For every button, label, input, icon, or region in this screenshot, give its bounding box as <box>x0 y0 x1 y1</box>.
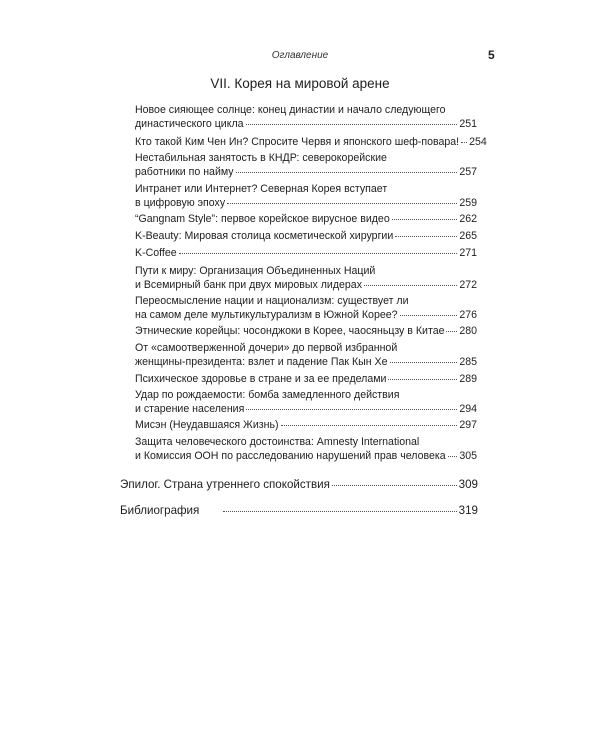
toc-entry[interactable] <box>135 135 487 149</box>
dot-leader <box>448 455 458 457</box>
toc-entry-text: Удар по рождаемости: бомба замедленного действия <box>135 389 400 401</box>
page-number: 5 <box>488 48 495 62</box>
toc-page-number: 272 <box>459 279 477 291</box>
toc-epilogue[interactable] <box>120 478 478 492</box>
dot-leader <box>388 378 457 380</box>
toc-entry[interactable] <box>135 103 477 131</box>
toc-entry[interactable] <box>135 388 477 416</box>
toc-entry-text: династического цикла <box>135 118 244 130</box>
toc-entry-text: женщины-президента: взлет и падение Пак Кын Хе <box>135 356 388 368</box>
toc-entry-text: Нестабильная занятость в КНДР: северокорейские <box>135 152 387 164</box>
toc-page-number: 276 <box>459 309 477 321</box>
toc-page-number: 319 <box>458 504 478 517</box>
toc-entry-text: Новое сияющее солнце: конец династии и начало следующего <box>135 104 446 116</box>
toc-page-number: 294 <box>459 403 477 415</box>
toc-entry[interactable] <box>135 435 477 463</box>
dot-leader <box>390 361 458 363</box>
dot-leader <box>227 202 457 204</box>
toc-entry-text: Пути к миру: Организация Объединенных Наций <box>135 265 376 277</box>
toc-entry-text: Библиография <box>120 504 200 517</box>
toc-entry[interactable] <box>135 212 477 226</box>
toc-page-number: 285 <box>459 356 477 368</box>
toc-entry-text: Интранет или Интернет? Северная Корея вступает <box>135 183 388 195</box>
toc-page-number: 289 <box>459 373 477 385</box>
toc-entry[interactable] <box>135 341 477 369</box>
dot-leader <box>446 330 457 332</box>
toc-page-number: 305 <box>459 450 477 462</box>
toc-entry[interactable] <box>135 151 477 179</box>
dot-leader <box>246 123 458 125</box>
toc-page-number: 280 <box>459 325 477 337</box>
toc-page-number: 251 <box>459 118 477 130</box>
toc-page-number: 262 <box>459 213 477 225</box>
chapter-title: VII. Корея на мировой арене <box>210 76 390 91</box>
toc-entry[interactable] <box>135 229 477 243</box>
dot-leader <box>246 408 457 410</box>
toc-entry-text: Защита человеческого достоинства: Amnesty International <box>135 436 420 448</box>
dot-leader <box>223 510 456 512</box>
toc-entry[interactable] <box>135 246 477 260</box>
toc-page-number: 259 <box>459 197 477 209</box>
dot-leader <box>461 141 467 143</box>
toc-entry-text: Переосмысление нации и национализм: существует ли <box>135 295 409 307</box>
toc-entry-text: в цифровую эпоху <box>135 197 226 209</box>
dot-leader <box>236 171 458 173</box>
toc-entry-text: От «самоотверженной дочери» до первой избранной <box>135 342 398 354</box>
dot-leader <box>364 284 457 286</box>
dot-leader <box>392 218 458 220</box>
dot-leader <box>400 314 458 316</box>
dot-leader <box>179 252 458 254</box>
toc-entry[interactable] <box>135 372 477 386</box>
toc-page-number: 309 <box>458 478 478 491</box>
toc-entry-text: Этнические корейцы: чосонджоки в Корее, чаосяньцзу в Китае <box>135 325 445 337</box>
toc-entry-text: и старение населения <box>135 403 245 415</box>
toc-entry[interactable] <box>135 182 477 210</box>
toc-entry-text: Психическое здоровье в стране и за ее пределами <box>135 373 387 385</box>
toc-entry-text: K-Beauty: Мировая столица косметической хирургии <box>135 230 394 242</box>
toc-entry-text: “Gangnam Style”: первое корейское вирусное видео <box>135 213 390 225</box>
toc-page-number: 297 <box>459 419 477 431</box>
toc-entry-text: Кто такой Ким Чен Ин? Спросите Червя и японского шеф-повара! <box>135 136 460 148</box>
toc-entry-text: на самом деле мультикультурализм в Южной Корее? <box>135 309 398 321</box>
toc-entry[interactable] <box>135 324 477 338</box>
toc-page-number: 265 <box>459 230 477 242</box>
toc-entry[interactable] <box>135 294 477 322</box>
toc-page-number: 257 <box>459 166 477 178</box>
toc-page-number: 254 <box>469 136 487 148</box>
toc-entry[interactable] <box>135 418 477 432</box>
toc-entry[interactable] <box>135 264 477 292</box>
dot-leader <box>395 235 457 237</box>
toc-entry-text: и Всемирный банк при двух мировых лидерах <box>135 279 362 291</box>
dot-leader <box>332 484 457 486</box>
toc-entry-text: работники по найму <box>135 166 234 178</box>
toc-entry-text: Эпилог. Страна утреннего спокойствия <box>120 478 330 491</box>
toc-bibliography[interactable] <box>120 504 478 518</box>
toc-page-number: 271 <box>459 247 477 259</box>
running-header: Оглавление <box>271 50 329 61</box>
toc-entry-text: K-Coffee <box>135 247 177 259</box>
dot-leader <box>281 424 458 426</box>
toc-entry-text: Мисэн (Неудавшаяся Жизнь) <box>135 419 279 431</box>
toc-entry-text: и Комиссия ООН по расследованию нарушений прав человека <box>135 450 446 462</box>
